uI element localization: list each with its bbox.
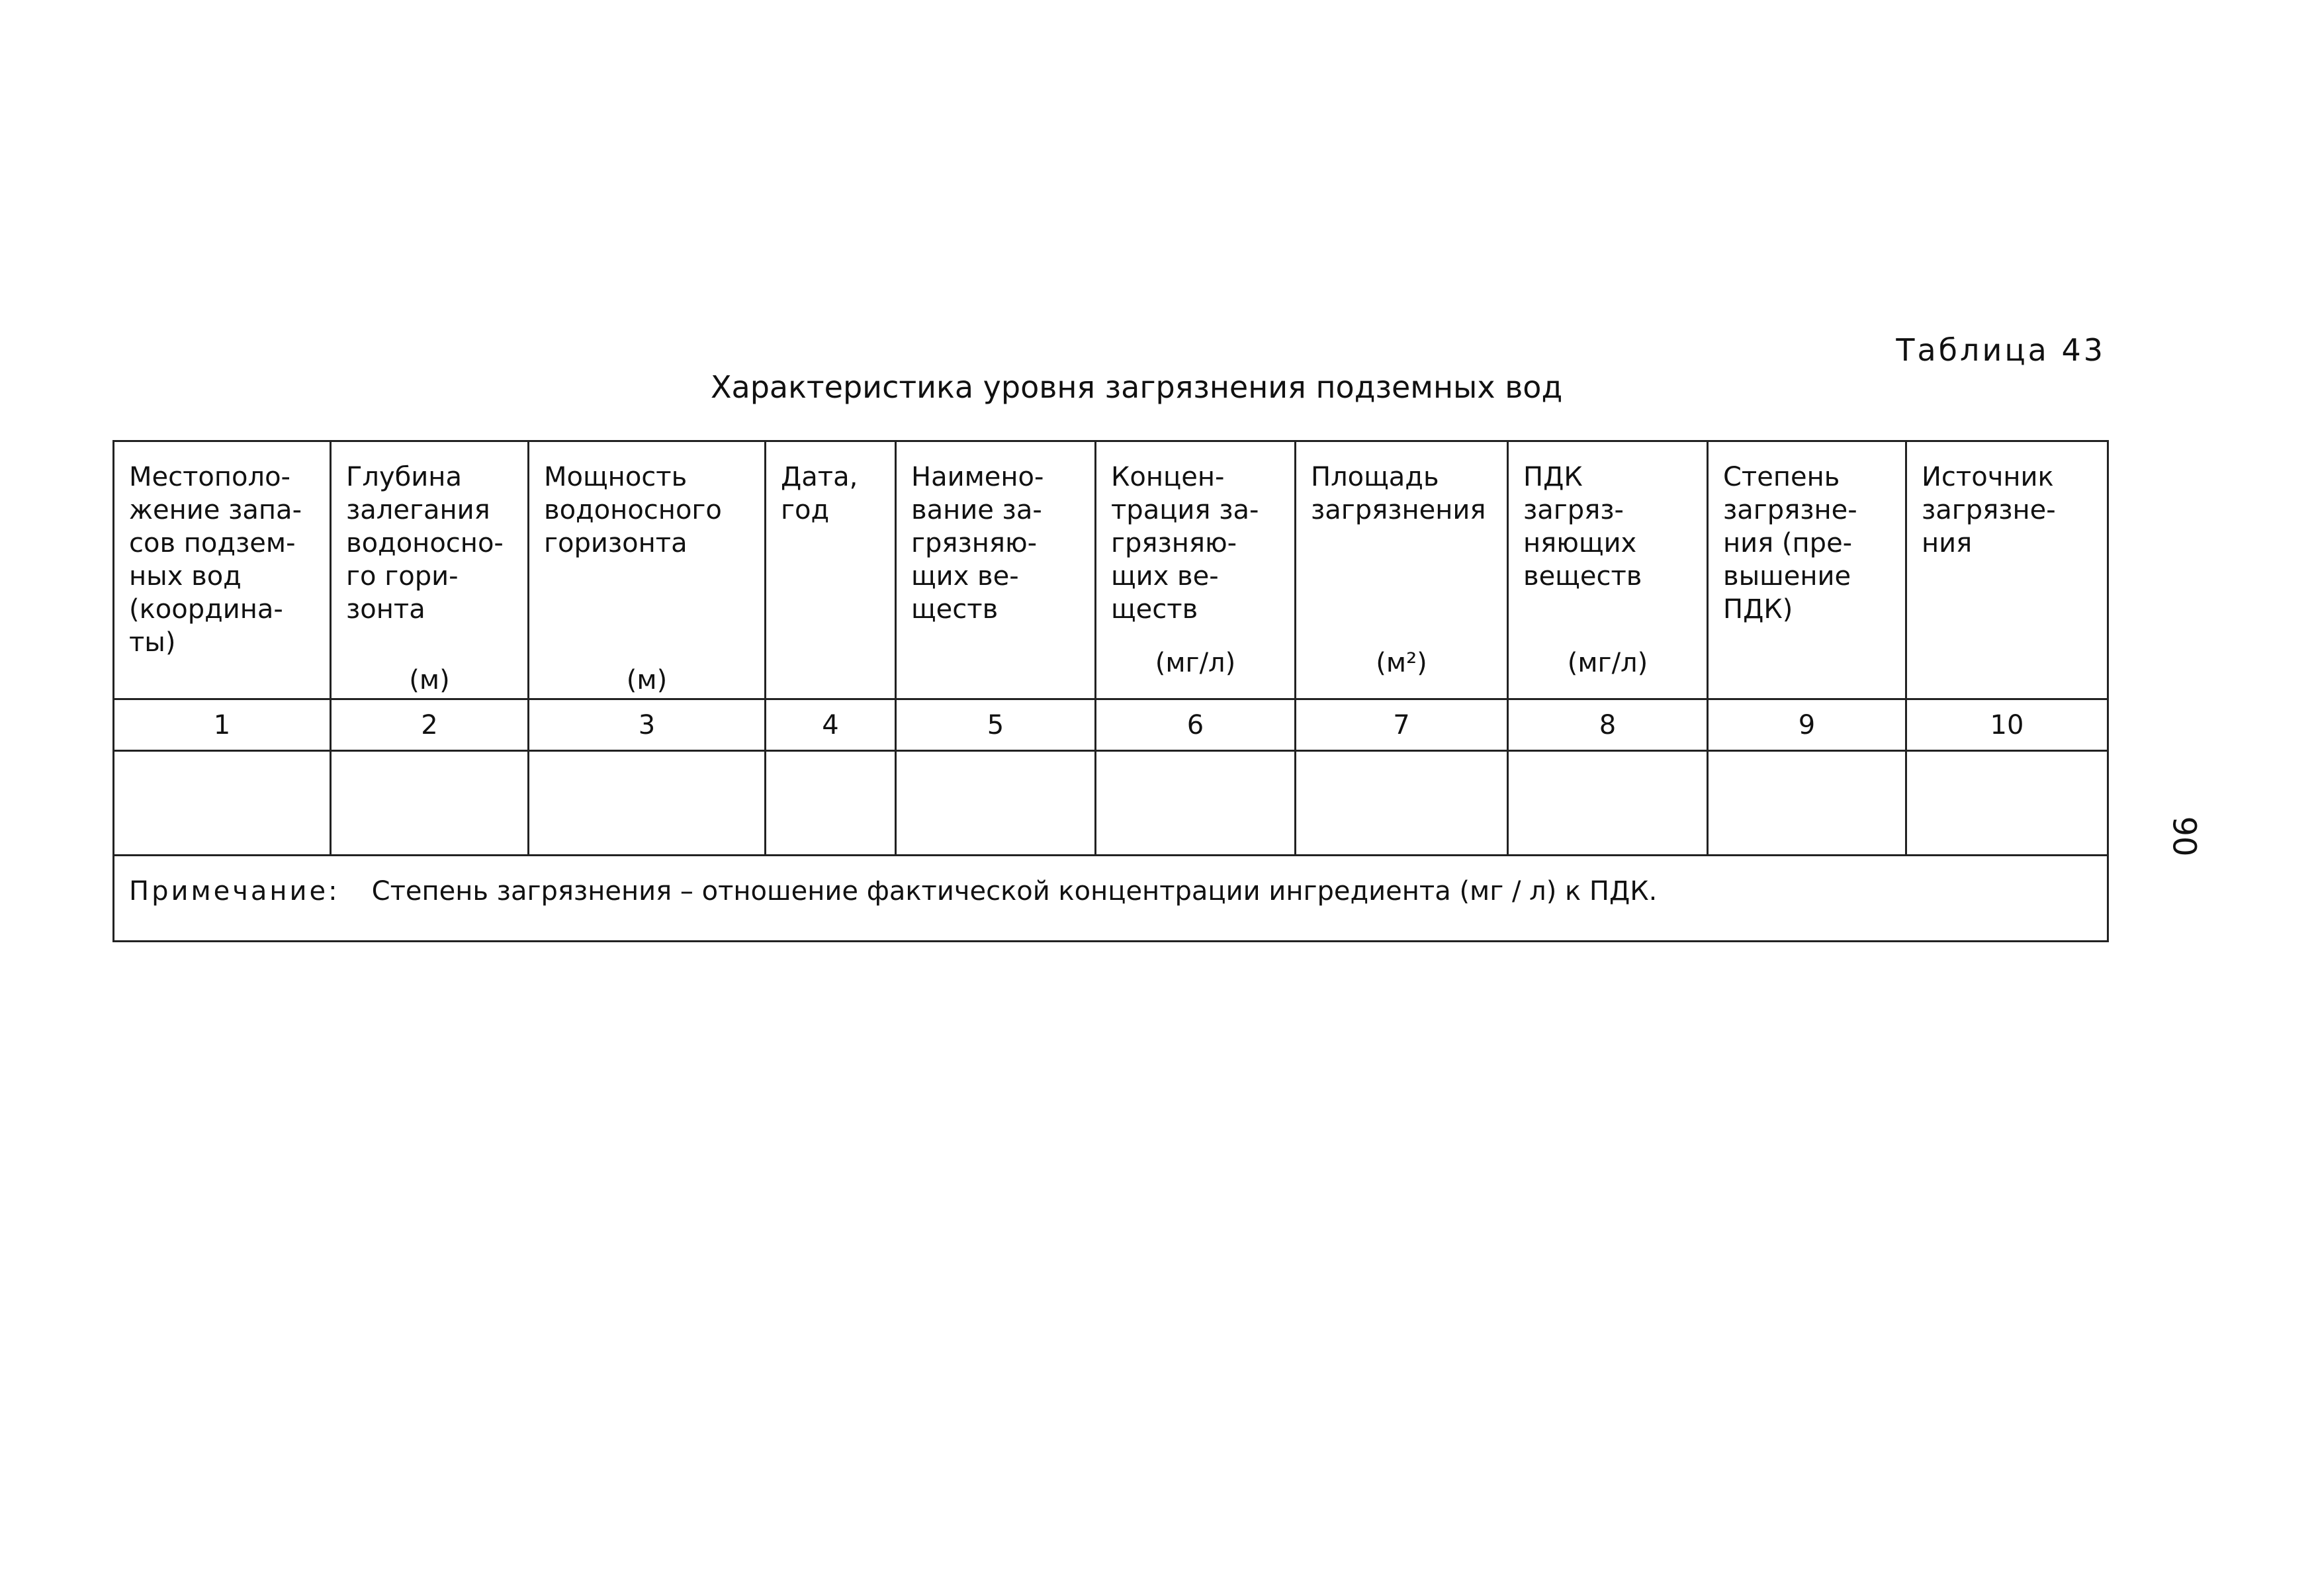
column-number: 3 [529,699,766,751]
page-number: 90 [2165,816,2203,857]
data-row [114,751,2108,856]
column-number: 1 [114,699,331,751]
data-cell [1296,751,1508,856]
header-unit: (м) [626,665,668,695]
data-cell [1096,751,1296,856]
column-number: 4 [766,699,896,751]
table-label: Таблица 43 [1896,332,2106,368]
header-text: Источник загрязне- ния [1922,462,2056,558]
header-text: Местополо- жение запа- сов подзем- ных вод (координа- ты) [129,462,302,658]
data-cell [1708,751,1906,856]
column-number: 8 [1508,699,1708,751]
header-cell [896,441,1096,699]
data-cell [529,751,766,856]
header-text: Дата, год [781,462,858,525]
header-text: ПДК загряз- няющих веществ [1523,462,1642,592]
data-cell [1906,751,2108,856]
note-text: Степень загрязнения – отношение фактической концентрации ингредиента (мг / л) к ПДК. [371,876,1658,907]
note-row [114,856,2108,942]
column-number: 10 [1906,699,2108,751]
header-cell [1906,441,2108,699]
header-cell [331,441,529,699]
header-text: Площадь загрязнения [1311,462,1486,525]
header-cell [114,441,331,699]
header-text: Наимено- вание за- грязняю- щих ве- ществ [911,462,1044,625]
column-number: 6 [1096,699,1296,751]
table-title: Характеристика уровня загрязнения подземных вод [711,369,1563,405]
header-cell [1708,441,1906,699]
column-number: 5 [896,699,1096,751]
header-cell [1096,441,1296,699]
header-unit: (м) [409,665,450,695]
header-cell [1508,441,1708,699]
data-cell [331,751,529,856]
data-cell [114,751,331,856]
column-number: 2 [331,699,529,751]
column-number-row [114,699,2108,751]
header-text: Концен- трация за- грязняю- щих ве- ществ [1111,462,1259,625]
header-row [114,441,2108,699]
note-cell [114,856,2108,942]
header-text: Мощность водоносного горизонта [544,462,722,558]
data-cell [1508,751,1708,856]
column-number: 9 [1708,699,1906,751]
note-label: Примечание: [129,876,340,907]
pollution-table [112,440,2109,942]
data-cell [896,751,1096,856]
header-unit: (мг/л) [1567,648,1648,678]
data-cell [766,751,896,856]
header-unit: (мг/л) [1155,648,1236,678]
header-cell [529,441,766,699]
header-unit: (м²) [1376,648,1427,678]
column-number: 7 [1296,699,1508,751]
header-cell [766,441,896,699]
header-text: Глубина залегания водоносно- го гори- зонта [346,462,504,625]
header-cell [1296,441,1508,699]
header-text: Степень загрязне- ния (пре- вышение ПДК) [1723,462,1857,625]
